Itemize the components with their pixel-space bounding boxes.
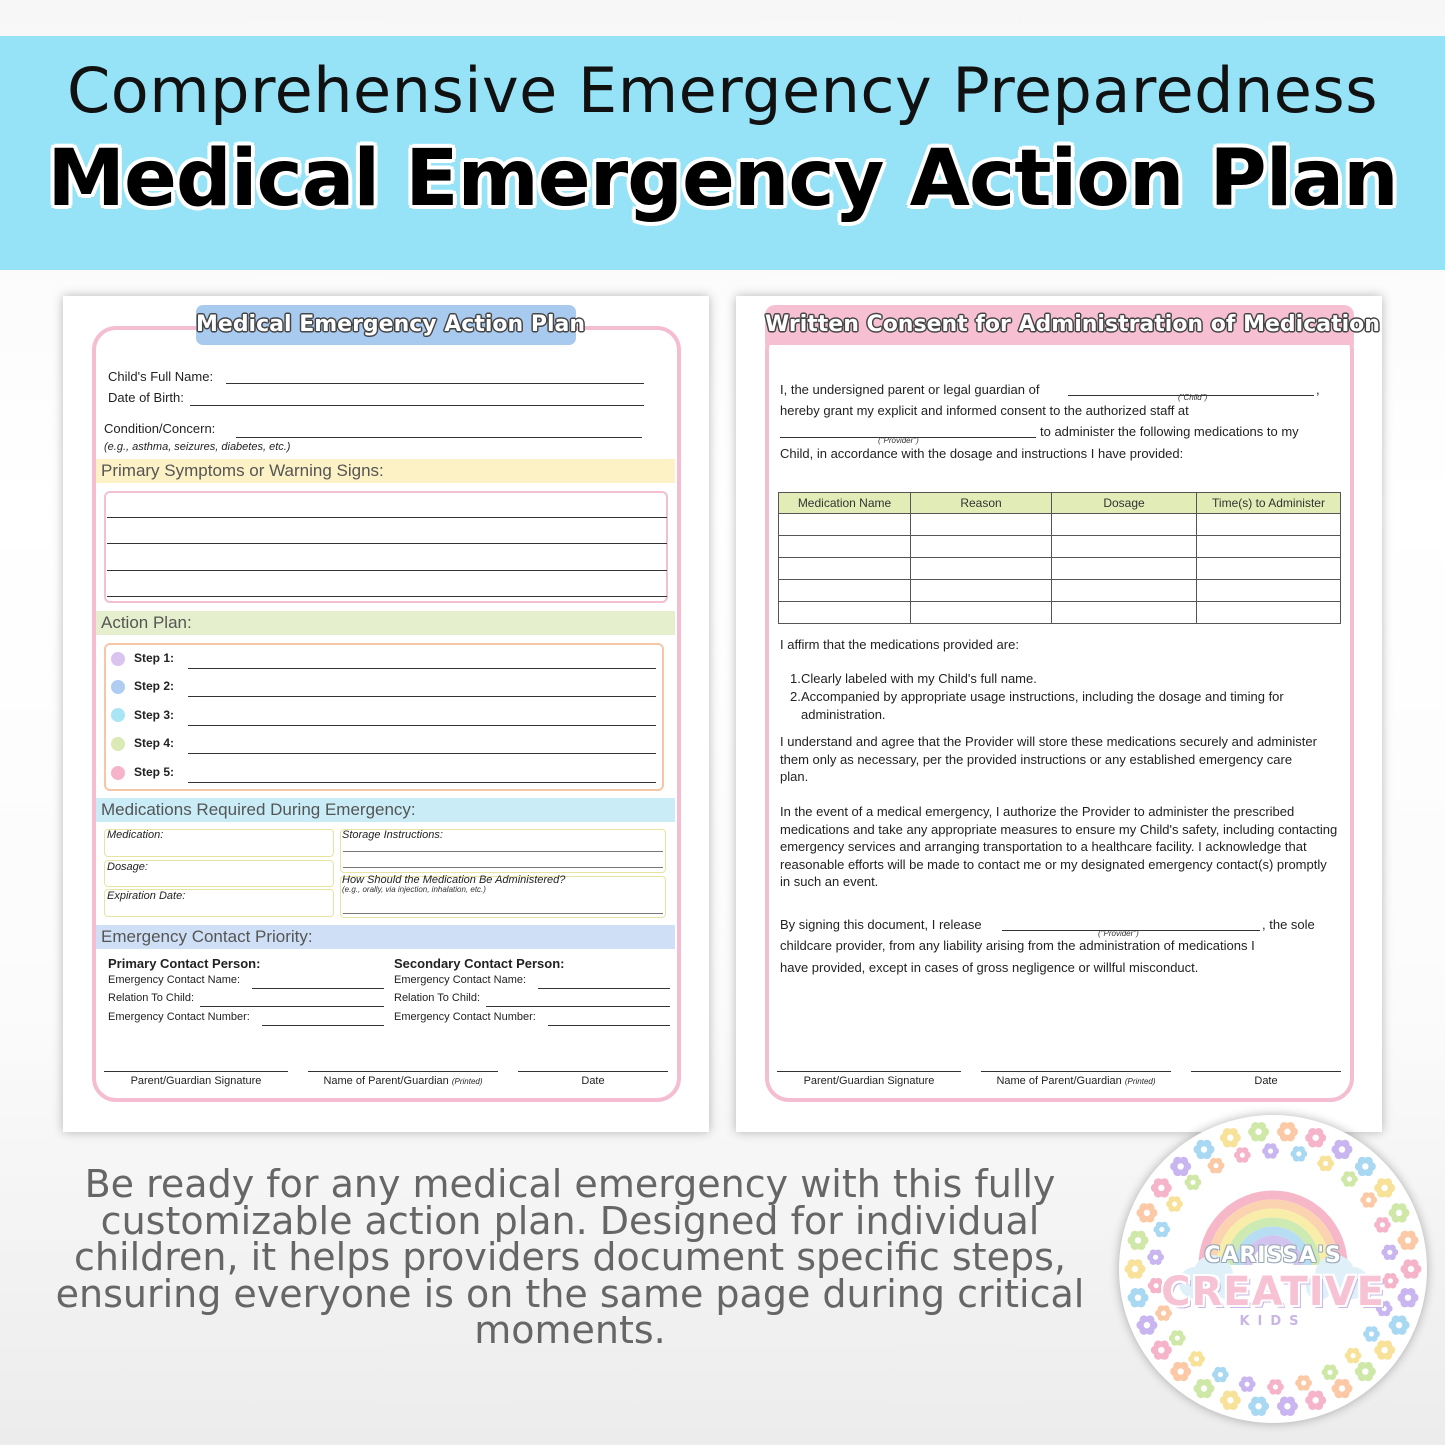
dob-label: Date of Birth: — [108, 390, 184, 405]
secondary-relation-line[interactable] — [486, 1006, 670, 1007]
banner-title: Medical Emergency Action Plan — [47, 134, 1398, 224]
primary-contact-name-label: Emergency Contact Name: — [108, 974, 241, 986]
affirm-item-2-number: 2. — [790, 689, 801, 704]
daisy-icon — [1166, 1196, 1183, 1212]
child-name-line[interactable] — [226, 383, 644, 384]
daisy-icon — [1208, 1158, 1225, 1174]
symptoms-line-3 — [107, 570, 667, 571]
table-cell[interactable] — [1197, 558, 1341, 580]
daisy-icon — [1290, 1146, 1307, 1162]
table-row — [779, 536, 1341, 558]
dob-line[interactable] — [190, 405, 644, 406]
medications-section-band: Medications Required During Emergency: — [96, 798, 675, 822]
left-signature-line[interactable] — [104, 1071, 288, 1072]
child-hint: ("Child") — [1178, 393, 1208, 402]
table-cell[interactable] — [1052, 602, 1197, 624]
daisy-icon — [1374, 1217, 1391, 1233]
right-signature-line[interactable] — [777, 1071, 961, 1072]
daisy-icon — [1332, 1379, 1353, 1398]
affirm-item-1: Clearly labeled with my Child's full name. — [801, 671, 1037, 686]
release-text-line-2: childcare provider, from any liability arising from the administration of medications I — [780, 938, 1255, 953]
col-medication-name: Medication Name — [779, 493, 911, 514]
daisy-icon — [1332, 1140, 1353, 1159]
table-cell[interactable] — [911, 536, 1052, 558]
daisy-icon — [1295, 1375, 1312, 1391]
logo-line-1: CARISSA'S — [1204, 1243, 1342, 1268]
step-4-line[interactable] — [188, 753, 656, 754]
daisy-icon — [1169, 1330, 1186, 1346]
daisy-icon — [1341, 1171, 1358, 1187]
affirm-item-1-number: 1. — [790, 671, 801, 686]
condition-hint: (e.g., asthma, seizures, diabetes, etc.) — [104, 441, 291, 453]
daisy-icon — [1151, 1178, 1172, 1197]
table-cell[interactable] — [1052, 558, 1197, 580]
daisy-icon — [1317, 1156, 1334, 1172]
step-3-label: Step 3: — [134, 708, 175, 722]
medication-label: Medication: — [107, 829, 164, 841]
storage-paragraph: I understand and agree that the Provider will store these medications securely and administer them only as necessary, per the provided instructions or any established emergency care plan. — [780, 734, 1317, 784]
step-3-line[interactable] — [188, 725, 656, 726]
table-cell[interactable] — [911, 514, 1052, 536]
symptoms-section-band: Primary Symptoms or Warning Signs: — [96, 459, 675, 483]
table-cell[interactable] — [779, 602, 911, 624]
step-1-label: Step 1: — [134, 651, 175, 665]
daisy-icon — [1185, 1175, 1202, 1191]
symptoms-box[interactable] — [104, 491, 668, 603]
daisy-icon — [1220, 1128, 1241, 1147]
table-cell[interactable] — [1052, 580, 1197, 602]
storage-label: Storage Instructions: — [342, 829, 443, 841]
right-date-line[interactable] — [1191, 1071, 1341, 1072]
daisy-icon — [1360, 1192, 1377, 1208]
table-row — [779, 514, 1341, 536]
step-2-label: Step 2: — [134, 679, 175, 693]
daisy-icon — [1277, 1397, 1298, 1416]
primary-number-line[interactable] — [262, 1025, 384, 1026]
symptoms-line-4 — [107, 596, 667, 597]
product-description: Be ready for any medical emergency with this fully customizable action plan. Designed for individual children, it helps providers document specific steps, ensuring everyone is on the same page during critical moments. — [55, 1162, 1085, 1352]
primary-number-label: Emergency Contact Number: — [108, 1011, 250, 1023]
secondary-contact-heading: Secondary Contact Person: — [394, 956, 565, 971]
table-row — [779, 580, 1341, 602]
administer-label: How Should the Medication Be Administered? — [342, 874, 566, 886]
step-1-dot — [111, 652, 125, 666]
step-2-line[interactable] — [188, 696, 656, 697]
administer-line — [343, 913, 663, 914]
left-date-label: Date — [581, 1075, 605, 1087]
primary-relation-line[interactable] — [200, 1006, 384, 1007]
table-cell[interactable] — [1197, 602, 1341, 624]
table-cell[interactable] — [779, 558, 911, 580]
right-name-line[interactable] — [981, 1071, 1171, 1072]
daisy-icon — [1188, 1351, 1205, 1367]
table-cell[interactable] — [1052, 536, 1197, 558]
consent-intro-line-1: I, the undersigned parent or legal guardian of — [780, 382, 1040, 397]
primary-contact-name-line[interactable] — [252, 988, 384, 989]
daisy-icon — [1212, 1367, 1229, 1383]
administer-hint: (e.g., orally, via injection, inhalation, etc.) — [342, 885, 486, 894]
medication-table — [778, 492, 1341, 624]
consent-intro-line-3: to administer the following medications to my — [1040, 424, 1299, 439]
table-cell[interactable] — [911, 558, 1052, 580]
daisy-icon — [1194, 1379, 1215, 1398]
child-name-label: Child's Full Name: — [108, 369, 214, 384]
left-name-line[interactable] — [308, 1071, 498, 1072]
primary-relation-label: Relation To Child: — [108, 992, 195, 1004]
daisy-icon — [1248, 1122, 1269, 1141]
condition-label: Condition/Concern: — [104, 421, 216, 436]
col-dosage: Dosage — [1052, 493, 1197, 514]
daisy-icon — [1239, 1376, 1256, 1392]
banner-subtitle: Comprehensive Emergency Preparedness — [66, 54, 1379, 127]
secondary-number-label: Emergency Contact Number: — [394, 1011, 536, 1023]
daisy-icon — [1355, 1157, 1376, 1176]
right-page-header: Written Consent for Administration of Medication — [765, 305, 1354, 345]
symptoms-line-2 — [107, 543, 667, 544]
daisy-icon — [1194, 1140, 1215, 1159]
step-3-dot — [111, 708, 125, 722]
daisy-icon — [1170, 1157, 1191, 1176]
table-row — [779, 558, 1341, 580]
step-1-line[interactable] — [188, 668, 656, 669]
daisy-icon — [1220, 1391, 1241, 1410]
right-date-label: Date — [1254, 1075, 1278, 1087]
left-signature-label: Parent/Guardian Signature — [130, 1075, 262, 1087]
medication-table-header-row — [779, 493, 1341, 514]
condition-line[interactable] — [236, 437, 642, 438]
table-row — [779, 602, 1341, 624]
daisy-icon — [1170, 1362, 1191, 1381]
daisy-icon — [1262, 1143, 1279, 1159]
table-cell[interactable] — [1197, 514, 1341, 536]
step-4-dot — [111, 737, 125, 751]
storage-line-2 — [343, 867, 663, 868]
consent-comma: , — [1316, 382, 1320, 397]
secondary-contact-name-label: Emergency Contact Name: — [394, 974, 527, 986]
primary-contact-heading: Primary Contact Person: — [108, 956, 261, 971]
step-2-dot — [111, 680, 125, 694]
contacts-section-band: Emergency Contact Priority: — [96, 925, 675, 949]
brand-logo — [1119, 1115, 1427, 1423]
table-cell[interactable] — [779, 514, 911, 536]
step-5-label: Step 5: — [134, 765, 175, 779]
release-text-b: , the sole — [1262, 917, 1315, 932]
affirm-text: I affirm that the medications provided are: — [780, 637, 1019, 652]
expiration-label: Expiration Date: — [107, 890, 186, 902]
logo-line-3: KIDS — [1239, 1314, 1307, 1329]
secondary-contact-name-line[interactable] — [538, 988, 670, 989]
provider-hint: ("Provider") — [878, 436, 919, 445]
right-signature-label: Parent/Guardian Signature — [803, 1075, 935, 1087]
consent-intro-line-4: Child, in accordance with the dosage and instructions I have provided: — [780, 446, 1184, 461]
daisy-icon — [1305, 1128, 1326, 1147]
release-text-a: By signing this document, I release — [780, 917, 982, 932]
action-plan-box — [104, 643, 664, 791]
step-5-line[interactable] — [188, 782, 656, 783]
affirm-item-2: Accompanied by appropriate usage instructions, including the dosage and timing for administration. — [801, 689, 1284, 722]
table-cell[interactable] — [1197, 536, 1341, 558]
daisy-icon — [1136, 1203, 1157, 1222]
table-cell[interactable] — [1052, 514, 1197, 536]
table-cell[interactable] — [1197, 580, 1341, 602]
dosage-label: Dosage: — [107, 861, 148, 873]
left-name-label: Name of Parent/Guardian (Printed) — [323, 1075, 483, 1087]
release-provider-hint: ("Provider") — [1098, 929, 1139, 938]
daisy-icon — [1322, 1365, 1339, 1381]
daisy-icon — [1345, 1348, 1362, 1364]
daisy-icon — [1355, 1362, 1376, 1381]
daisy-icon — [1248, 1397, 1269, 1416]
daisy-icon — [1234, 1147, 1251, 1163]
daisy-icon — [1267, 1379, 1284, 1395]
table-cell[interactable] — [779, 536, 911, 558]
release-text-line-3: have provided, except in cases of gross negligence or willful misconduct. — [780, 960, 1199, 975]
daisy-icon — [1305, 1391, 1326, 1410]
storage-line-1 — [343, 851, 663, 852]
emergency-paragraph: In the event of a medical emergency, I authorize the Provider to administer the prescribed medications and take any appropriate measures to ensure my Child's safety, including contacting emergency services and arranging transportation to a healthcare facility. I acknowledge that reasonable efforts will be made to contact me or my designated emergency contact(s) promptly in such an event. — [780, 804, 1338, 889]
table-cell[interactable] — [779, 580, 911, 602]
logo-line-2: CREATIVE — [1161, 1269, 1385, 1315]
daisy-icon — [1151, 1340, 1172, 1359]
daisy-icon — [1389, 1203, 1410, 1222]
action-plan-section-band: Action Plan: — [96, 611, 675, 635]
right-name-label: Name of Parent/Guardian (Printed) — [996, 1075, 1156, 1087]
table-cell[interactable] — [911, 602, 1052, 624]
symptoms-line-1 — [107, 517, 667, 518]
step-5-dot — [111, 766, 125, 780]
daisy-icon — [1374, 1178, 1395, 1197]
left-date-line[interactable] — [518, 1071, 668, 1072]
secondary-relation-label: Relation To Child: — [394, 992, 481, 1004]
daisy-icon — [1153, 1222, 1170, 1238]
table-cell[interactable] — [911, 580, 1052, 602]
left-page-header: Medical Emergency Action Plan — [196, 305, 576, 345]
col-reason: Reason — [911, 493, 1052, 514]
consent-intro-line-2: hereby grant my explicit and informed consent to the authorized staff at — [780, 403, 1189, 418]
daisy-icon — [1374, 1340, 1395, 1359]
step-4-label: Step 4: — [134, 736, 175, 750]
col-times: Time(s) to Administer — [1197, 493, 1341, 514]
daisy-icon — [1277, 1122, 1298, 1141]
secondary-number-line[interactable] — [548, 1025, 670, 1026]
